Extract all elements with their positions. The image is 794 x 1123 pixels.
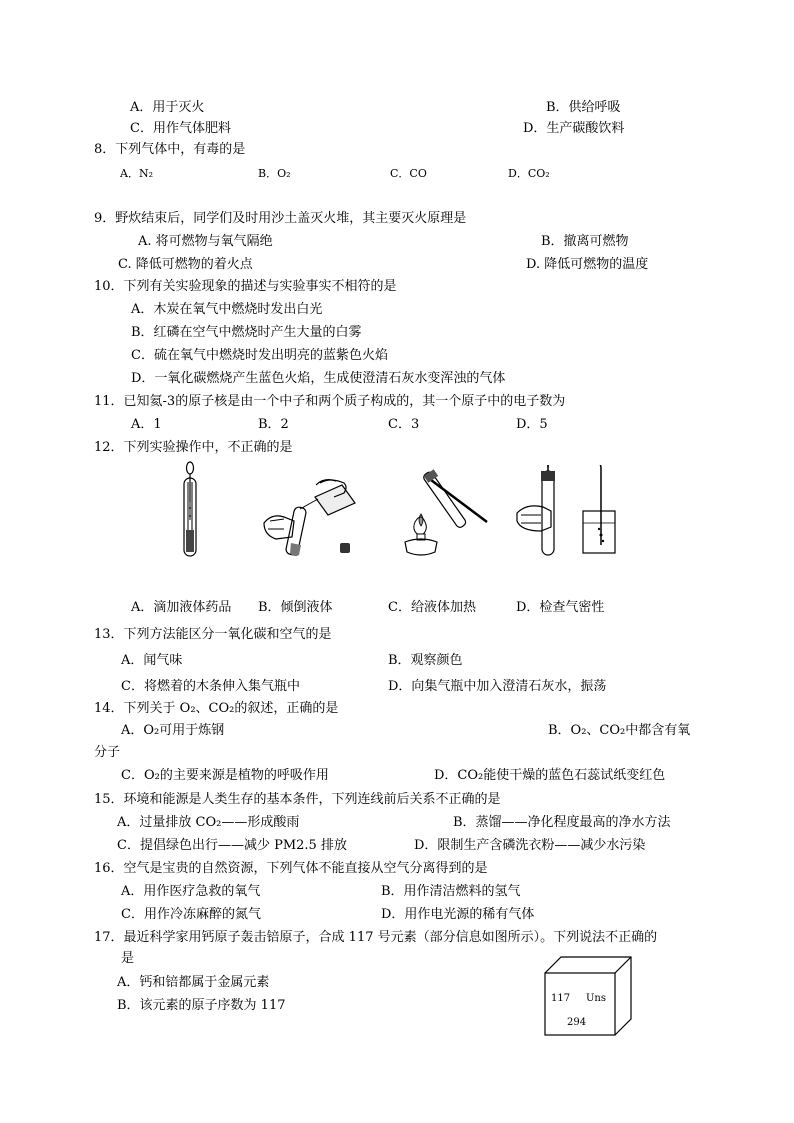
q16-option-b: B．用作清洁燃料的氢气	[381, 884, 521, 899]
q11-option-c: C．3	[388, 417, 420, 432]
q13-option-a: A．闻气味	[121, 653, 183, 668]
q8-option-d: D．CO₂	[508, 167, 550, 180]
q15-option-d: D．限制生产含磷洗衣粉——减少水污染	[414, 838, 646, 853]
q12-option-a: A．滴加液体药品	[131, 600, 232, 615]
q15-option-c: C．提倡绿色出行——减少 PM2.5 排放	[117, 838, 347, 853]
q9-option-a: A. 将可燃物与氧气隔绝	[138, 234, 273, 249]
q9-option-b: B．撤离可燃物	[541, 234, 629, 249]
element-atomic-mass: 294	[567, 1017, 587, 1028]
q14-stem: 14．下列关于 O₂、CO₂的叙述，正确的是	[94, 701, 339, 716]
q17-stem-continued: 是	[121, 951, 135, 966]
q17-stem: 17．最近科学家用钙原子轰击锫原子，合成 117 号元素（部分信息如图所示）。下列说法不正确的	[94, 930, 658, 945]
q16-stem: 16．空气是宝贵的自然资源，下列气体不能直接从空气分离得到的是	[94, 861, 488, 876]
q15-option-b: B．蒸馏——净化程度最高的净水方法	[453, 815, 671, 830]
q9-stem: 9．野炊结束后，同学们及时用沙土盖灭火堆，其主要灭火原理是	[94, 211, 467, 226]
q16-option-d: D．用作电光源的稀有气体	[381, 907, 535, 922]
q7-option-d: D．生产碳酸饮料	[523, 121, 625, 136]
q8-option-a: A．N₂	[120, 167, 153, 180]
q10-option-c: C．硫在氧气中燃烧时发出明亮的蓝紫色火焰	[131, 348, 388, 363]
q14-option-b: B．O₂、CO₂中都含有氧	[548, 723, 691, 738]
q17-option-a: A．钙和锫都属于金属元素	[117, 975, 270, 990]
q13-stem: 13．下列方法能区分一氧化碳和空气的是	[94, 627, 332, 642]
element-symbol: Uns	[586, 993, 606, 1004]
q7-option-c: C．用作气体肥料	[130, 121, 231, 136]
q8-option-c: C．CO	[390, 167, 427, 180]
q11-option-a: A．1	[131, 417, 162, 432]
q14-option-c: C．O₂的主要来源是植物的呼吸作用	[121, 768, 329, 783]
q10-stem: 10．下列有关实验现象的描述与实验事实不相符的是	[94, 279, 397, 294]
q12-stem: 12．下列实验操作中，不正确的是	[94, 440, 293, 455]
q16-option-c: C．用作冷冻麻醉的氮气	[121, 907, 261, 922]
q14-option-a: A．O₂可用于炼钢	[121, 723, 225, 738]
q12-option-c: C．给液体加热	[388, 600, 476, 615]
heating-figure	[395, 462, 495, 558]
q9-option-d: D. 降低可燃物的温度	[526, 257, 649, 272]
q13-option-b: B．观察颜色	[388, 653, 463, 668]
q11-option-d: D．5	[516, 417, 548, 432]
q11-stem: 11．已知氦-3的原子核是由一个中子和两个质子构成的，其一个原子中的电子数为	[94, 394, 566, 409]
q8-option-b: B．O₂	[258, 167, 291, 180]
q16-option-a: A．用作医疗急救的氧气	[121, 884, 261, 899]
q10-option-a: A．木炭在氧气中燃烧时发出白光	[131, 302, 323, 317]
q15-option-a: A．过量排放 CO₂——形成酸雨	[117, 815, 300, 830]
q13-option-d: D．向集气瓶中加入澄清石灰水，振荡	[388, 679, 607, 694]
q17-option-b: B．该元素的原子序数为 117	[117, 998, 286, 1013]
q7-option-a: A．用于灭火	[130, 100, 205, 115]
q13-option-c: C．将燃着的木条伸入集气瓶中	[121, 679, 300, 694]
q12-option-b: B．倾倒液体	[258, 600, 333, 615]
q9-option-c: C. 降低可燃物的着火点	[118, 257, 253, 272]
q10-option-b: B．红磷在空气中燃烧时产生大量的白雾	[131, 325, 362, 340]
q11-option-b: B．2	[258, 417, 289, 432]
element-atomic-number: 117	[551, 993, 571, 1004]
q8-stem: 8．下列气体中，有毒的是	[94, 142, 246, 157]
pouring-figure	[260, 465, 360, 560]
q14-option-b-continued: 分子	[94, 745, 121, 760]
q14-option-d: D．CO₂能使干燥的蓝色石蕊试纸变红色	[434, 768, 666, 783]
q10-option-d: D．一氧化碳燃烧产生蓝色火焰，生成使澄清石灰水变浑浊的气体	[131, 371, 506, 386]
q12-option-d: D．检查气密性	[516, 600, 605, 615]
q15-stem: 15．环境和能源是人类生存的基本条件，下列连线前后关系不正确的是	[94, 792, 501, 807]
q7-option-b: B．供给呼吸	[546, 100, 621, 115]
airtight-check-figure	[515, 465, 625, 557]
dropper-figure	[170, 460, 210, 560]
